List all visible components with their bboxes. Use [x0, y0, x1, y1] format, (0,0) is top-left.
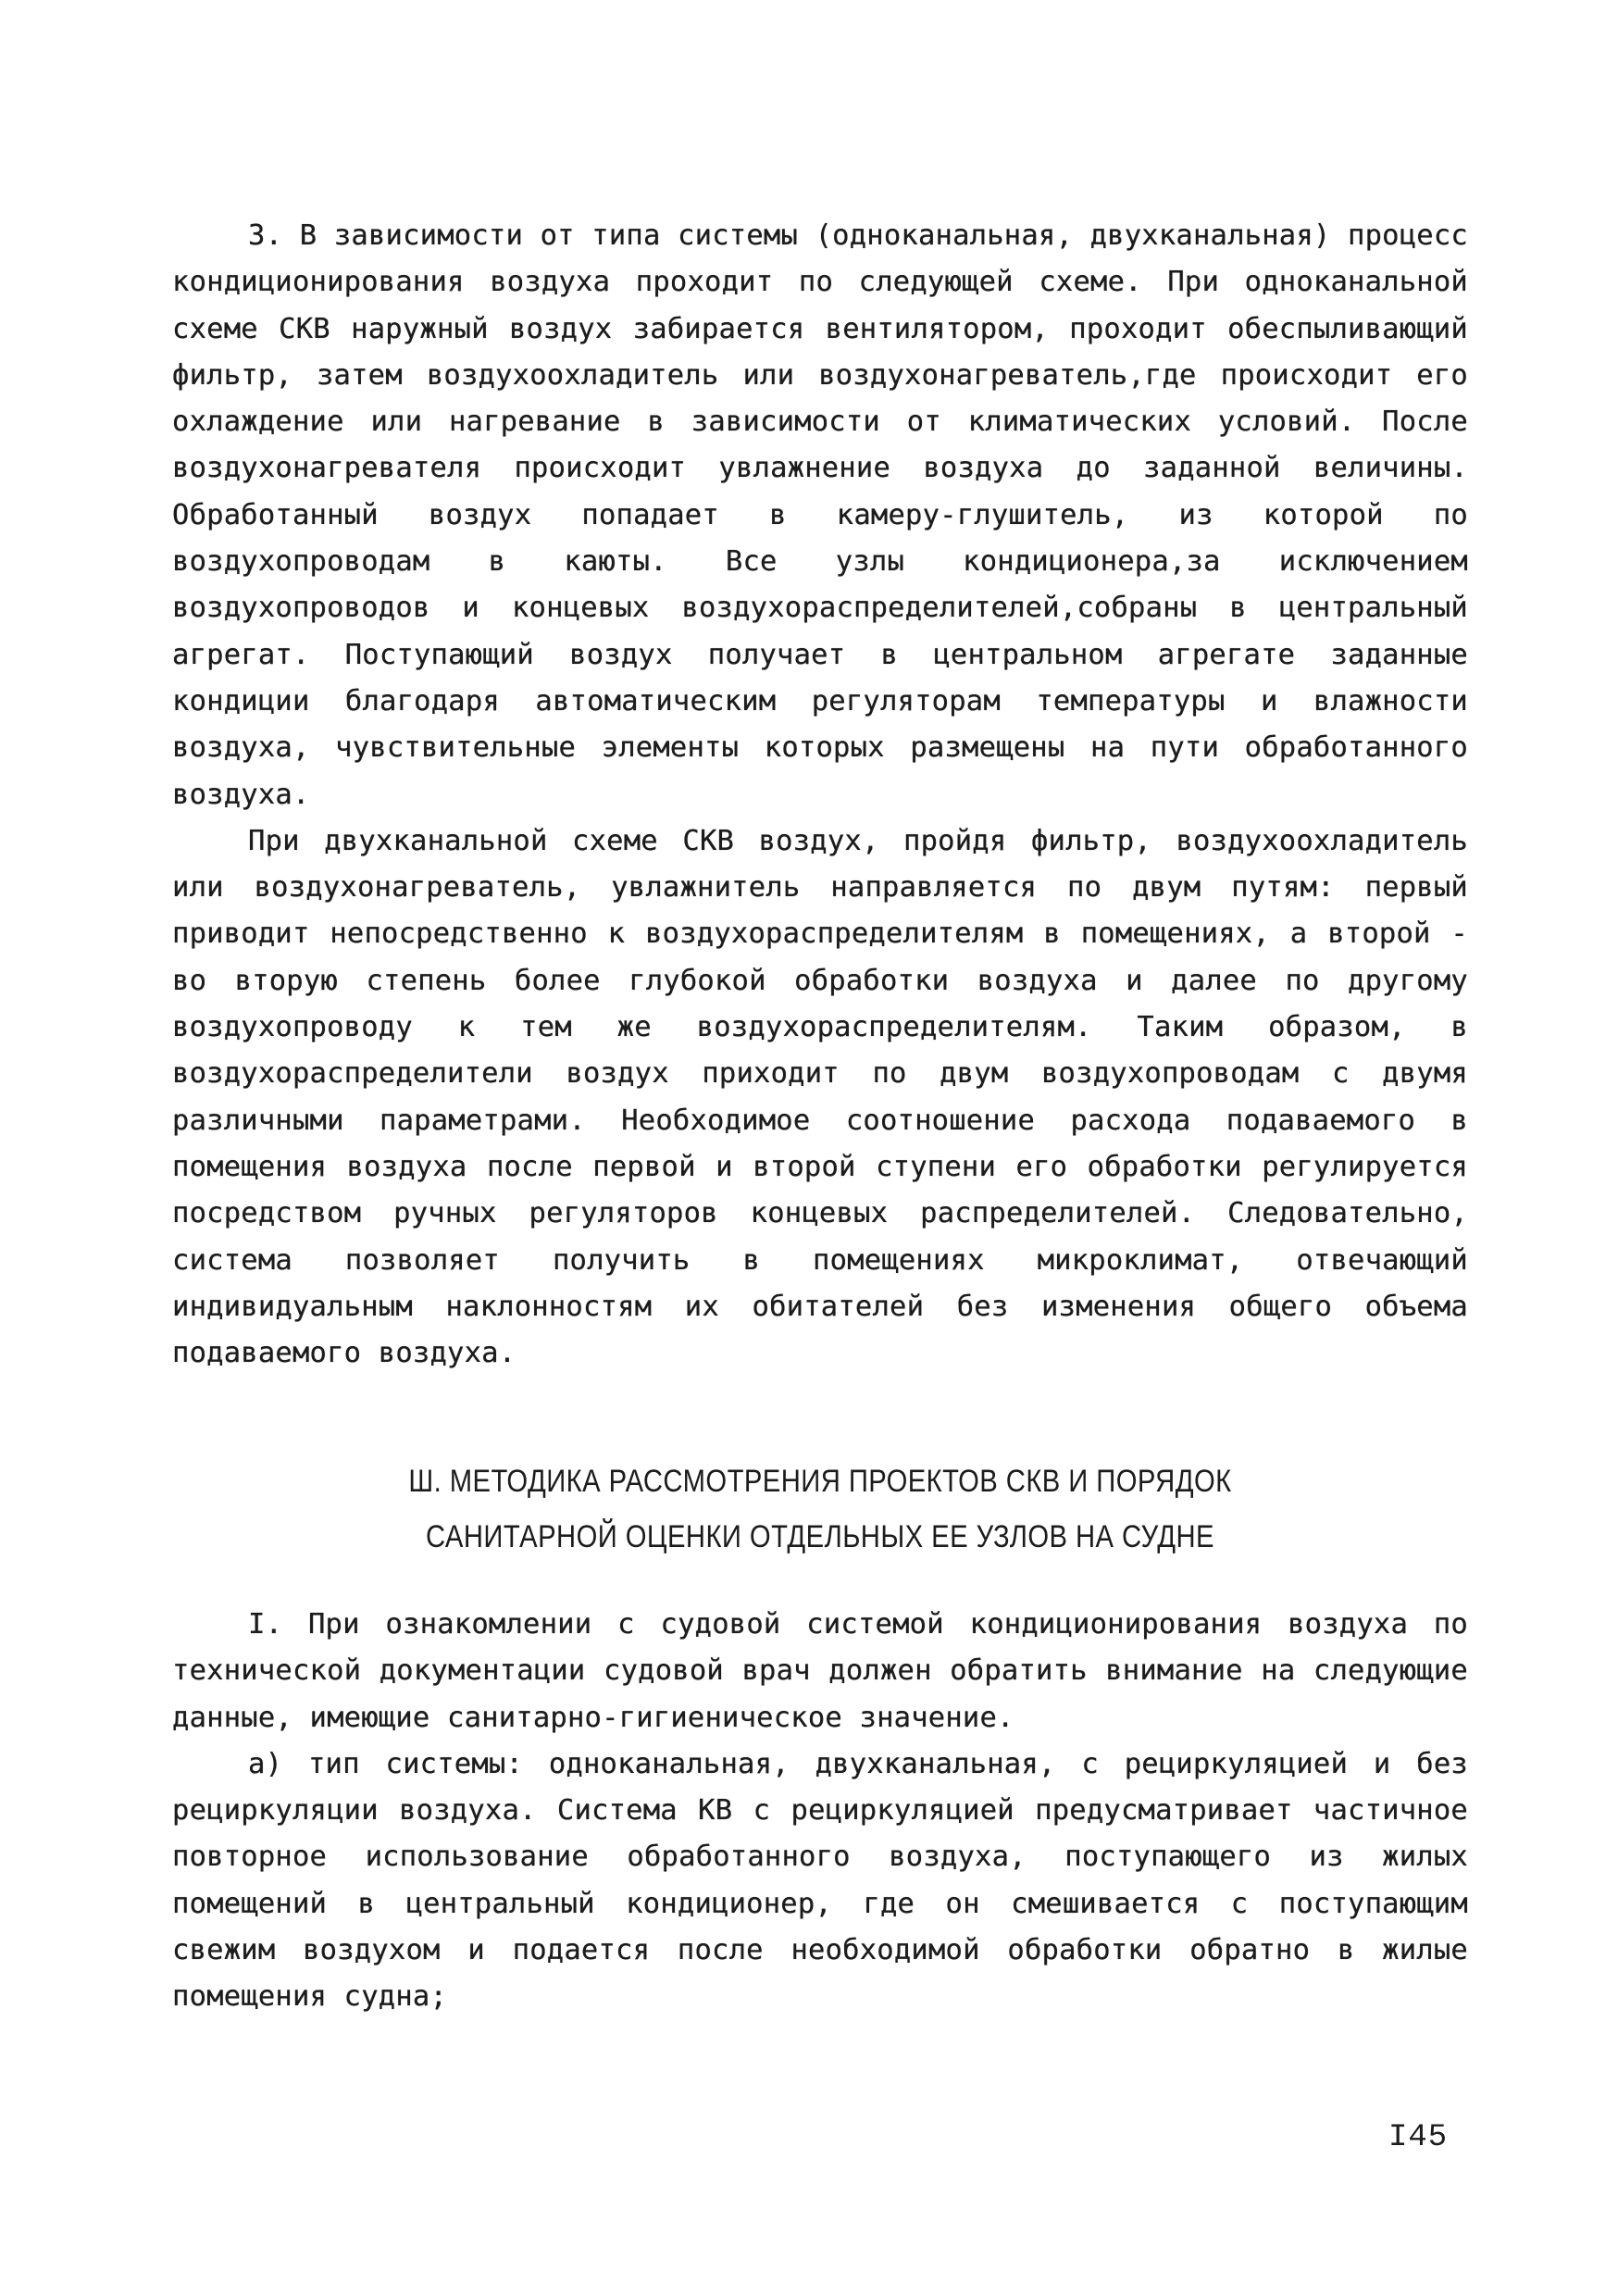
paragraph-two-channel-scheme: При двухканальной схеме СКВ воздух, пройдя фильтр, воздухоохладитель или воздухонагреватель, увлажнитель направляется по двум путям: первый приводит непосредственно к воздухораспределителям в помещениях, а второй - во вторую степень более глубокой обработки воздуха и далее по другому воздухопроводу к тем же воздухораспределителям. Таким образом, в воздухораспределители воздух приходит по двум воздухопроводам с двумя различными параметрами. Необходимое соотношение расхода подаваемого в помещения воздуха после первой и второй ступени его обработки регулируется посредством ручных регуляторов концевых распределителей. Следовательно, система позволяет получить в помещениях микроклимат, отвечающий индивидуальным наклонностям их обитателей без изменения общего объема подаваемого воздуха. [172, 824, 1468, 1370]
paragraph-documentation-review: I. При ознакомлении с судовой системой кондиционирования воздуха по технической документации судовой врач должен обратить внимание на следующие данные, имеющие санитарно-гигиеническое значение. [172, 1608, 1468, 1734]
paragraph-air-conditioning-process: 3. В зависимости от типа системы (одноканальная, двухканальная) процесс кондиционирования воздуха проходит по следующей схеме. При одноканальной схеме СКВ наружный воздух забирается вентилятором, проходит обеспыливающий фильтр, затем воздухоохладитель или воздухонагреватель,где происходит его охлаждение или нагревание в зависимости от климатических условий. После воздухонагревателя происходит увлажнение воздуха до заданной величины. Обработанный воздух попадает в камеру-глушитель, из которой по воздухопроводам в каюты. Все узлы кондиционера,за исключением воздухопроводов и концевых воздухораспределителей,собраны в центральный агрегат. Поступающий воздух получает в центральном агрегате заданные кондиции благодаря автоматическим регуляторам температуры и влажности воздуха, чувствительные элементы которых размещены на пути обработанного воздуха. [172, 219, 1468, 811]
body-text-top [172, 213, 1468, 1377]
section-heading [263, 1454, 1377, 1565]
paragraph-system-type: а) тип системы: одноканальная, двухканальная, с рециркуляцией и без рециркуляции воздуха. Система КВ с рециркуляцией предусматривает частичное повторное использование обработанного воздуха, поступающего из жилых помещений в центральный кондиционер, где он смешивается с поступающим свежим воздухом и подается после необходимой обработки обратно в жилые помещения судна; [172, 1747, 1468, 2014]
section-heading-line-2: САНИТАРНОЙ ОЦЕНКИ ОТДЕЛЬНЫХ ЕЕ УЗЛОВ НА СУДНЕ [426, 1519, 1214, 1554]
body-text-bottom [172, 1602, 1468, 2021]
page-number: I45 [1388, 2120, 1449, 2155]
section-heading-line-1: Ш. МЕТОДИКА РАССМОТРЕНИЯ ПРОЕКТОВ СКВ И ПОРЯДОК [408, 1464, 1232, 1499]
